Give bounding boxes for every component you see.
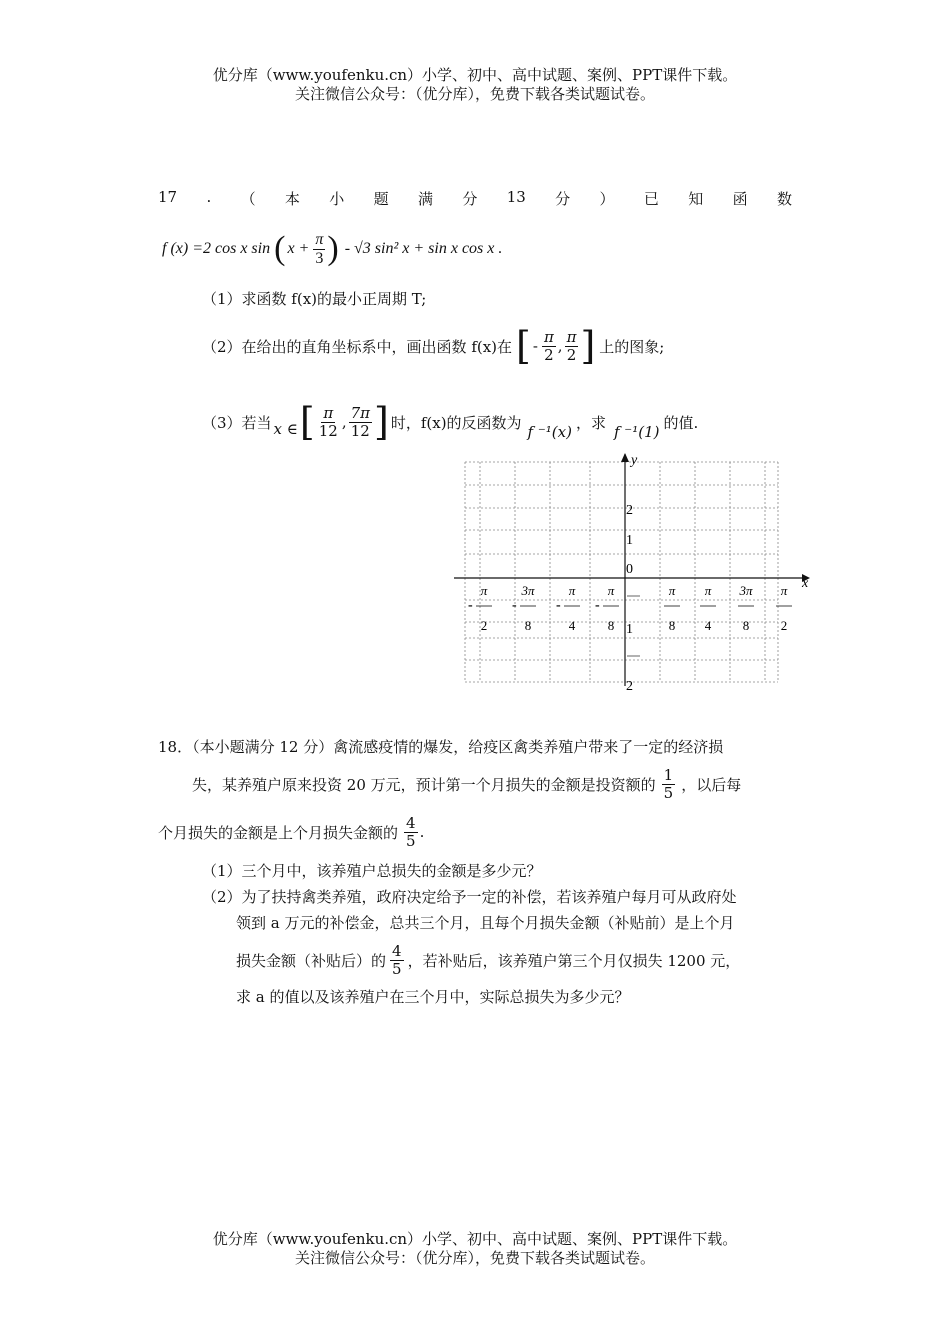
q17-part-2-prefix: （2）在给出的直角坐标系中，画出函数 f(x)在 [202,337,513,356]
interval-bracket-open: [ [516,324,531,368]
x-tick-denominator: 8 [668,618,676,633]
q18-frac-4-5 [404,815,418,849]
p3-right-den: 12 [350,421,370,440]
q17-part-3-xin: x ∈ [273,420,298,438]
x-tick-denominator: 4 [704,618,712,633]
x-tick-numerator: 3π [739,583,753,598]
q17-heading-char: 函 [732,190,748,208]
y-axis-arrow [621,453,629,462]
y-tick-label: 0 [626,562,633,577]
p3-right-num: 7π [350,404,370,422]
q17-heading-char: 已 [643,190,659,208]
q18-line-2-text: 失，某养殖户原来投资 20 万元，预计第一个月损失的金额是投资额的 [192,775,656,794]
interval-left-num: π [543,328,554,346]
y-tick-label: 1 [626,533,633,548]
interval-bracket-close: ] [580,324,596,368]
footer-line-1: 优分库（www.youfenku.cn）小学、初中、高中试题、案例、PPT课件下载。 [212,1230,738,1248]
x-tick-denominator: 2 [480,618,488,633]
q17-heading-char: 本 [284,190,300,208]
header-line-1: 优分库（www.youfenku.cn）小学、初中、高中试题、案例、PPT课件下载。 [212,66,738,84]
q17-heading-char: 小 [329,190,345,208]
interval-right-den: 2 [566,345,577,364]
q17-part-3 [202,396,698,448]
q18-line-3-end: . [419,823,425,841]
q18-part-2-line-3 [236,936,740,984]
p3-left-frac [317,405,340,439]
q18-frac3-den: 5 [392,959,402,978]
y-tick-label-neg1: 1 [626,622,633,637]
x-axis-label: x [802,576,809,591]
p3-left-den: 12 [318,421,338,440]
q17-heading-char: 17 [158,188,178,206]
finv-x: f ⁻¹(x) [527,423,572,441]
q18-frac2-num: 4 [406,814,416,832]
q18-frac2-den: 5 [406,831,416,850]
p3-bracket-close: ] [374,400,389,444]
formula-paren-open: ( [274,230,286,267]
q18-part-2-line-2: 领到 a 万元的补偿金，总共三个月，且每个月损失金额（补贴前）是上个月 [236,914,735,932]
formula-paren-close: ) [327,230,339,267]
formula-x-plus: x + [287,240,310,257]
x-tick-numerator: π [480,583,488,598]
footer-line-2: 关注微信公众号：（优分库），免费下载各类试题试卷。 [294,1249,655,1267]
x-tick-sign: - [512,598,517,613]
x-tick-sign: - [595,598,600,613]
p3-comma: , [341,413,347,431]
formula-frac-num: π [315,230,324,248]
y-tick-label-neg2: 2 [626,679,633,694]
q17-part-2 [202,322,664,370]
question-17-heading [158,188,792,209]
interval-comma: , [557,337,563,355]
x-tick-numerator: π [780,583,788,598]
page-header [0,66,950,104]
x-tick-numerator: π [568,583,576,598]
q17-heading-char: ） [599,190,615,208]
q18-frac1-num: 1 [663,766,674,784]
formula-lhs: f (x) =2 cos x sin [162,240,271,257]
p3-right-frac [349,405,372,439]
p3-left-num: π [323,404,334,422]
x-tick-sign: - [468,598,473,613]
q18-part-2-line-1: （2）为了扶持禽类养殖，政府决定给予一定的补偿，若该养殖户每月可从政府处 [202,888,737,906]
q18-frac-4-5-b [390,943,404,977]
formula-rest: - √3 sin² x + sin x cos x . [344,240,503,257]
x-tick-denominator: 8 [742,618,750,633]
x-tick-numerator: π [668,583,676,598]
y-tick-label: 2 [626,503,633,518]
interval-right-frac [565,329,579,363]
q18-line-2 [192,760,741,808]
x-tick-denominator: 2 [780,618,788,633]
q18-part-2-line-4: 求 a 的值以及该养殖户在三个月中，实际总损失为多少元？ [236,988,630,1006]
q17-heading-char: 分 [555,190,571,208]
q17-heading-char: 满 [418,190,434,208]
x-tick-numerator: π [607,583,615,598]
q17-heading-char: 分 [462,190,478,208]
interval-right-num: π [566,328,577,346]
q18-frac3-num: 4 [392,942,402,960]
q17-part-3-suffix: 的值. [663,413,699,432]
p3-bracket-open: [ [299,400,315,444]
q18-frac1-den: 5 [663,783,674,802]
q17-part-2-suffix: 上的图象; [599,337,665,356]
finv-1: f ⁻¹(1) [613,423,660,441]
page-footer [0,1230,950,1268]
q17-part-1: （1）求函数 f(x)的最小正周期 T; [202,290,427,308]
coordinate-grid [440,450,820,700]
interval-left-frac [542,329,556,363]
x-tick-sign: - [556,598,561,613]
q18-line-2-end: ，以后每 [681,775,742,794]
formula-frac-den: 3 [315,249,324,267]
q17-formula [162,226,502,272]
q18-line-1: 18．（本小题满分 12 分）禽流感疫情的爆发，给疫区禽类养殖户带来了一定的经济损 [158,738,724,756]
q17-heading-char: . [206,188,212,206]
q17-heading-char: 数 [776,190,792,208]
q17-heading-char: 知 [688,190,704,208]
interval-minus: - [532,337,538,355]
q18-part-2-l3a: 损失金额（补贴后）的 [236,951,387,970]
header-line-2: 关注微信公众号：（优分库），免费下载各类试题试卷。 [294,85,655,103]
q18-part-1: （1）三个月中，该养殖户总损失的金额是多少元？ [202,862,542,880]
q17-heading-char: 13 [506,188,526,206]
x-tick-denominator: 8 [524,618,532,633]
interval-left-den: 2 [544,345,554,364]
q17-heading-char: （ [240,190,256,208]
q17-part-3-mid: 时，f(x)的反函数为 [390,413,522,432]
q17-part-3-ask: ，求 [575,413,606,432]
y-axis-label: y [631,453,638,468]
q17-heading-char: 题 [373,190,389,208]
x-tick-numerator: 3π [521,583,535,598]
q17-part-3-prefix: （3）若当 [202,413,272,432]
q18-part-2-l3b: ，若补贴后，该养殖户第三个月仅损失 1200 元， [407,951,741,970]
q18-line-3 [158,808,424,856]
x-tick-numerator: π [704,583,712,598]
q18-frac-1-5 [662,767,676,801]
formula-pi-over-3 [313,231,325,267]
q18-line-3-text: 个月损失的金额是上个月损失金额的 [158,823,399,842]
x-tick-denominator: 8 [607,618,615,633]
x-tick-denominator: 4 [568,618,576,633]
